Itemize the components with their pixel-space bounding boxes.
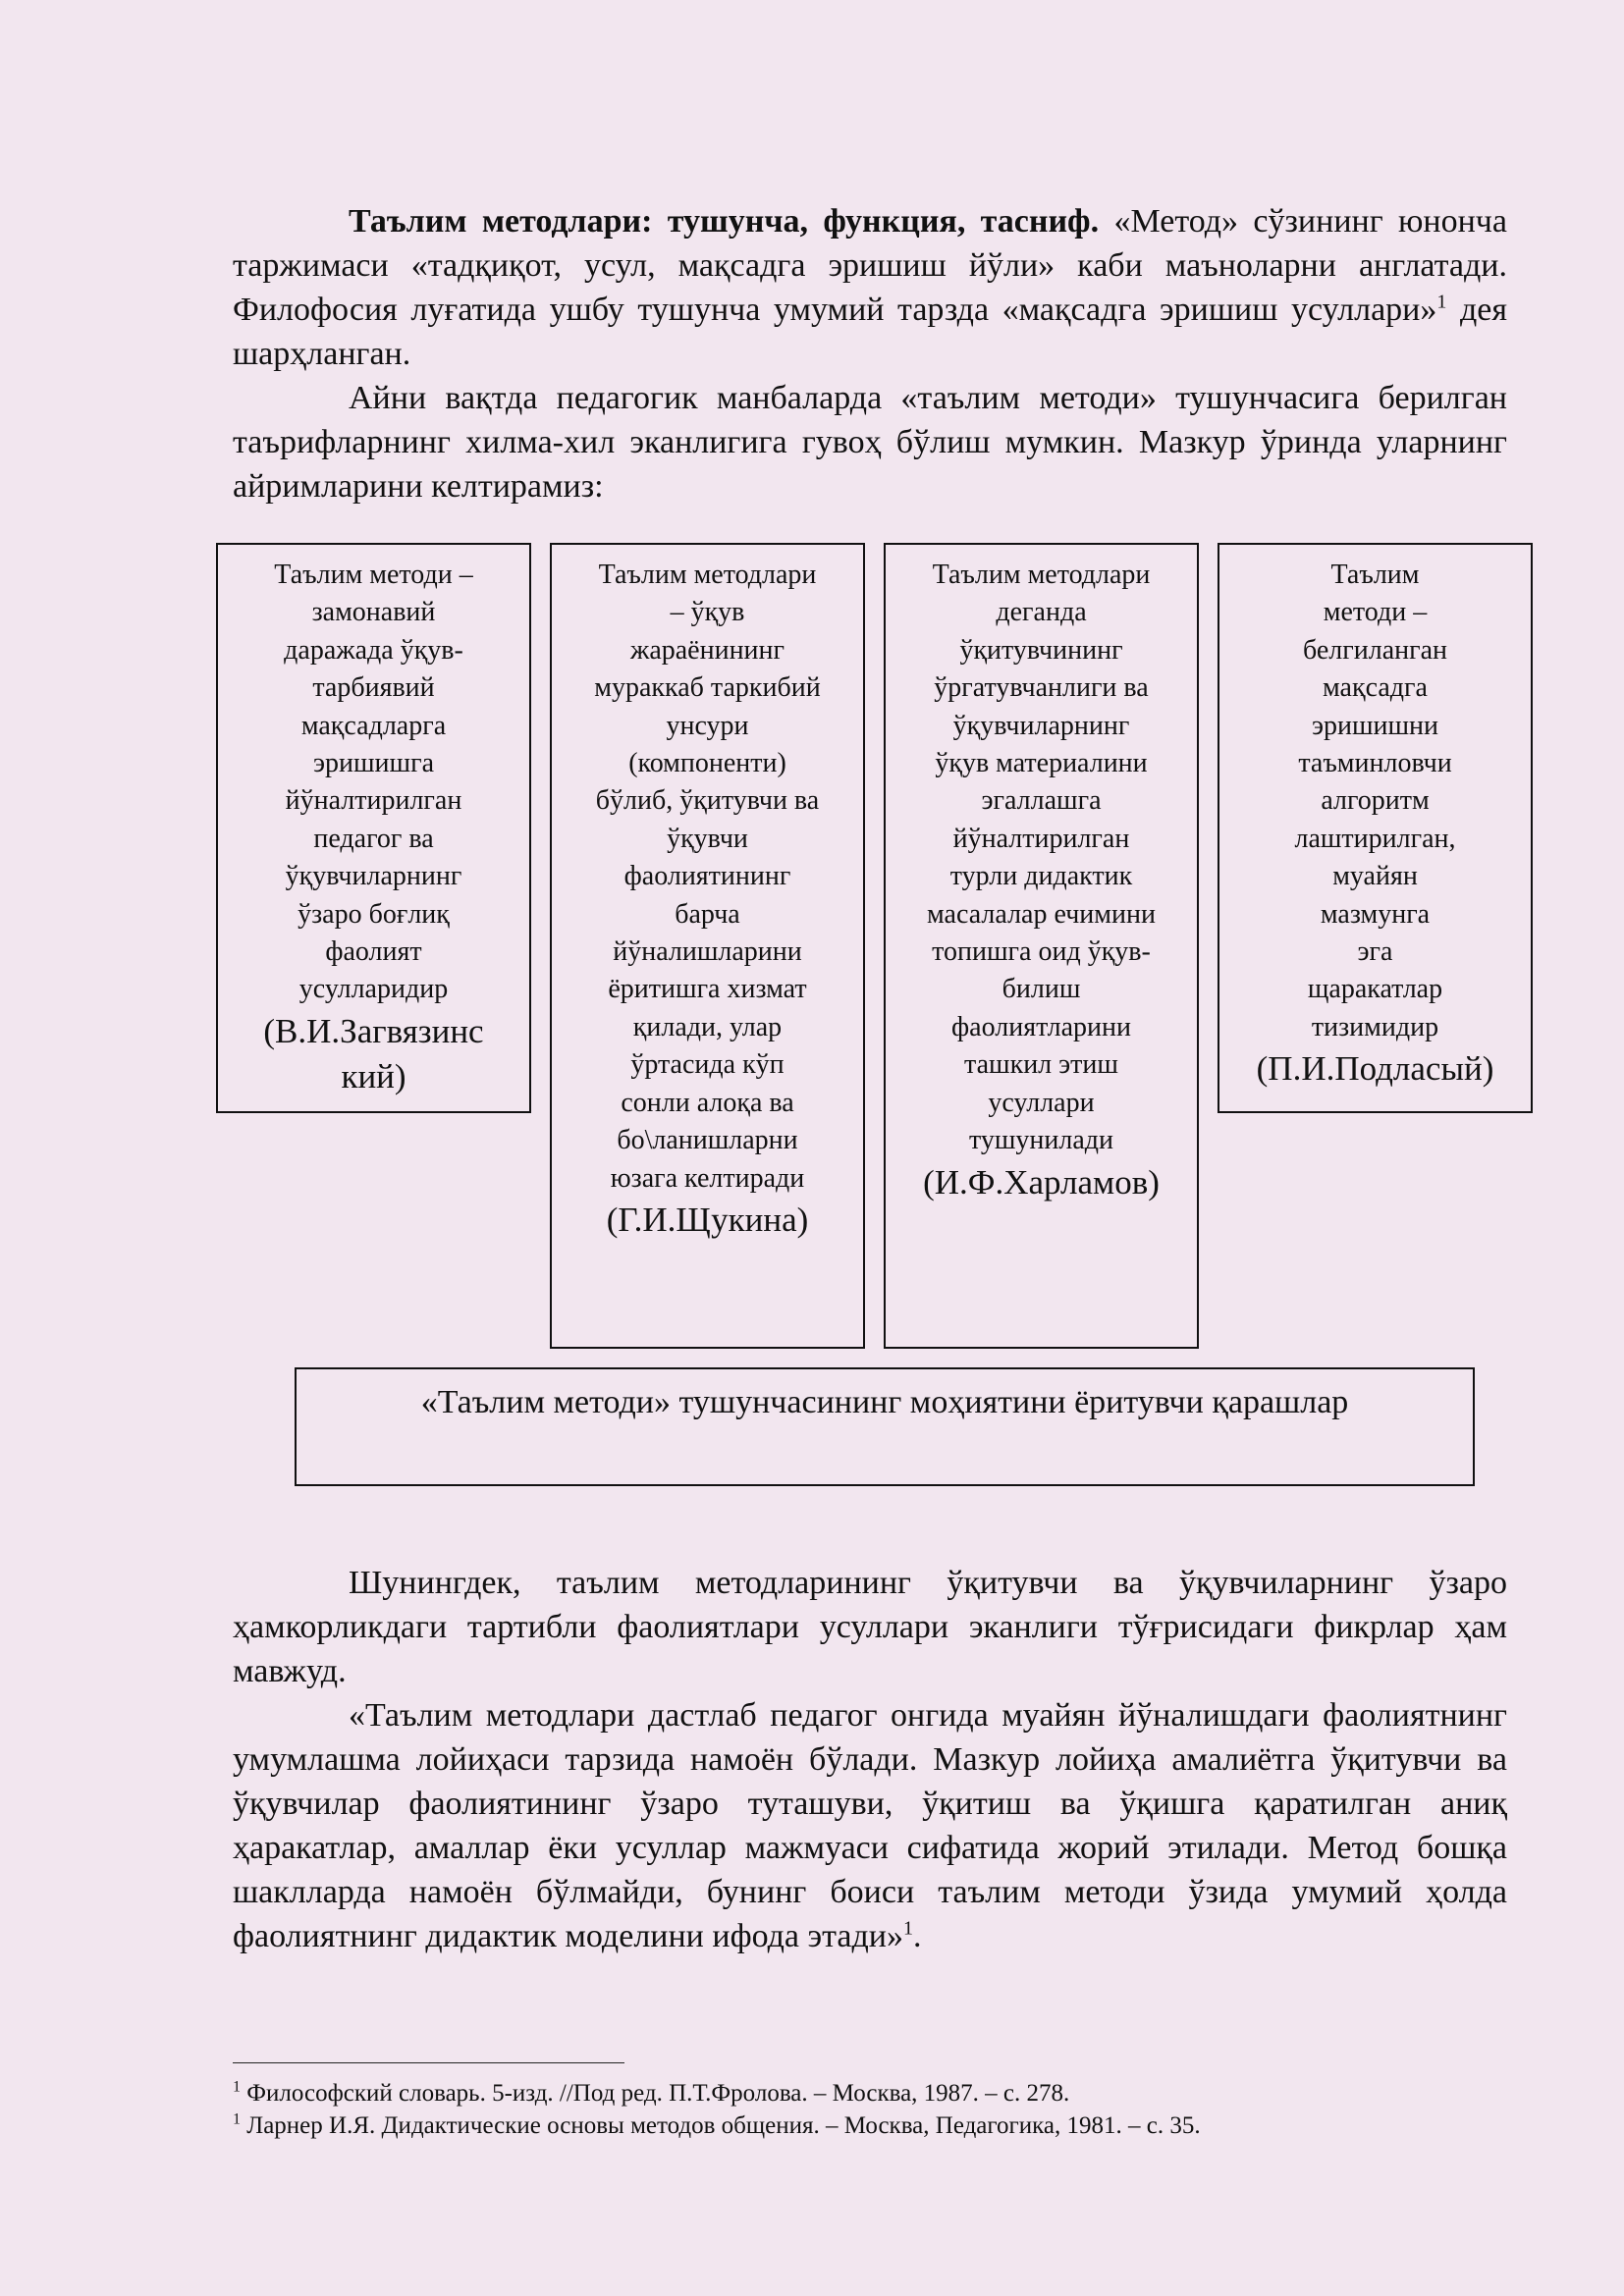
- definition-line: тизимидир: [1311, 1011, 1439, 1042]
- definition-line: ўқувчиларнинг: [952, 710, 1130, 741]
- definition-line: методи –: [1323, 597, 1428, 628]
- definition-line: ўртасида кўп: [630, 1049, 785, 1081]
- definition-line: эришишни: [1311, 710, 1439, 741]
- definition-line: Таълим методлари: [932, 560, 1151, 590]
- definition-line: ёритишга хизмат: [608, 974, 807, 1005]
- definition-line: ўзаро боғлиқ: [298, 898, 450, 930]
- definition-line: лаштирилган,: [1294, 823, 1456, 854]
- definitions-intro-paragraph: Айни вақтда педагогик манбаларда «таълим методи» тушунчасига берилган таърифларнинг хилма-хил эканлигига гувоҳ бўлиш мумкин. Мазкур ўринда уларнинг айримларини келтирамиз:: [233, 380, 1507, 505]
- definition-line: педагог ва: [313, 823, 434, 854]
- definition-line: ўқитувчининг: [959, 634, 1123, 666]
- footnote-text: Ларнер И.Я. Дидактические основы методов общения. – Москва, Педагогика, 1981. – с. 35.: [241, 2112, 1201, 2139]
- diagram-caption: «Таълим методи» тушунчасининг моҳиятини ёритувчи қарашлар: [295, 1367, 1475, 1486]
- definition-line: деганда: [996, 597, 1087, 628]
- definition-line: йўналтирилган: [952, 823, 1130, 854]
- intro-text-end: дея шарҳланган.: [233, 292, 1507, 372]
- definition-line: юзага келтиради: [610, 1162, 805, 1194]
- definition-line: ўқув материалини: [935, 748, 1148, 779]
- intro-text: «Метод» сўзининг юнонча таржимаси «тадқиқот, усул, мақсадга эришиш йўли» каби маъноларни англатади. Филофосия луғатида ушбу тушунча умумий тарзда «мақсадга эришиш усуллари»: [233, 203, 1507, 328]
- definition-line: Таълим: [1330, 560, 1420, 590]
- footnote-1: [233, 2077, 1507, 2109]
- quote-text: «Таълим методлари дастлаб педагог онгида муайян йўналишдаги фаолиятнинг умумлашма лойиҳаси тарзида намоён бўлади. Мазкур лойиҳа амалиётга ўқитувчи ва ўқувчилар фаолиятининг ўзаро туташуви, ўқитиш ва ўқишга қаратилган аниқ ҳаракатлар, амаллар ёки усуллар мажмуаси сифатида жорий этилади. Метод бошқа шаклларда намоён бўлмайди, бунинг боиси таълим методи ўзида умумий ҳолда фаолиятнинг дидактик моделини ифода этади»: [233, 1697, 1507, 1954]
- definition-line: йўналтирилган: [285, 785, 462, 817]
- definition-author: (П.И.Подласый): [1256, 1049, 1494, 1089]
- intro-paragraph: [233, 199, 1507, 376]
- definition-line: муайян: [1332, 861, 1418, 892]
- definition-line: усуллари: [988, 1087, 1095, 1118]
- definition-line: бо\ланишларни: [617, 1125, 798, 1156]
- definition-box-zagvyazinsky: [216, 543, 531, 1113]
- footnote-mark: 1: [233, 2078, 241, 2096]
- footnote-mark: 1: [233, 2110, 241, 2128]
- definition-line: топишга оид ўқув-: [932, 936, 1151, 968]
- definition-line: мураккаб таркибий: [594, 672, 821, 704]
- definition-line: таъминловчи: [1298, 748, 1452, 779]
- definition-line: унсури: [666, 710, 749, 741]
- quote-paragraph: «Таълим методлари дастлаб педагог онгида муайян йўналишдаги фаолиятнинг умумлашма лойиҳаси тарзида намоён бўлади. Мазкур лойиҳа амалиётга ўқитувчи ва ўқувчилар фаолиятининг ўзаро туташуви, ўқитиш ва ўқишга қаратилган аниқ ҳаракатлар, амаллар ёки усуллар мажмуаси сифатида жорий этилади. Метод бошқа шаклларда намоён бўлмайди, бунинг боиси таълим методи ўзида умумий ҳолда фаолиятнинг дидактик моделини ифода этади»$^1$.: [233, 1697, 1507, 1954]
- footnote-ref[interactable]: 1: [902, 1917, 913, 1940]
- definition-line: усулларидир: [298, 974, 449, 1005]
- footnote-separator: [233, 2062, 624, 2063]
- definition-line: белгиланган: [1302, 634, 1448, 666]
- definition-line: ташкил этиш: [964, 1049, 1118, 1081]
- definition-line: турли дидактик: [949, 861, 1133, 892]
- views-paragraph: Шунингдек, таълим методларининг ўқитувчи ва ўқувчиларнинг ўзаро ҳамкорликдаги тартибли фаолиятлари усуллари эканлиги тўғрисидаги фикрлар ҳам мавжуд.: [233, 1565, 1507, 1689]
- definition-box-kharlamov: [884, 543, 1199, 1349]
- definition-line: фаолиятларини: [951, 1011, 1131, 1042]
- definition-line: тарбиявий: [312, 672, 435, 704]
- definition-line: замонавий: [311, 597, 436, 628]
- footnote-ref[interactable]: 1: [1436, 291, 1447, 313]
- definition-line: масалалар ечимини: [927, 898, 1156, 930]
- definition-box-podlasy: [1218, 543, 1533, 1113]
- definition-line: ўргатувчанлиги ва: [934, 672, 1149, 704]
- definition-line: тушунилади: [968, 1125, 1114, 1156]
- definition-line: фаолиятининг: [623, 861, 791, 892]
- definition-line: эга: [1357, 936, 1393, 968]
- section-heading: Таълим методлари: тушунча, функция, тасниф.: [349, 203, 1100, 240]
- definition-author: кий): [341, 1056, 406, 1095]
- definition-author: (И.Ф.Харламов): [923, 1162, 1160, 1201]
- definition-line: билиш: [1001, 974, 1081, 1005]
- definition-line: – ўқув: [670, 597, 745, 628]
- definition-line: мақсадга: [1323, 672, 1428, 704]
- definition-line: даражада ўқув-: [284, 634, 463, 666]
- definition-line: қилади, улар: [632, 1011, 783, 1042]
- definition-line: эгаллашга: [981, 785, 1102, 817]
- definition-line: бўлиб, ўқитувчи ва: [595, 785, 820, 817]
- footnote-text: Философский словарь. 5-изд. //Под ред. П.Т.Фролова. – Москва, 1987. – с. 278.: [241, 2080, 1070, 2107]
- definition-line: ўқувчиларнинг: [285, 861, 462, 892]
- definition-line: Таълим методлари: [598, 560, 817, 590]
- definition-line: мақсадларга: [300, 710, 447, 741]
- definition-line: щаракатлар: [1307, 974, 1443, 1005]
- definition-line: йўналишларини: [613, 936, 802, 968]
- definition-author: (Г.И.Щукина): [606, 1200, 809, 1239]
- definition-line: эришишга: [312, 748, 435, 779]
- definition-line: сонли алоқа ва: [621, 1087, 794, 1118]
- definition-author: (В.И.Загвязинс: [263, 1011, 484, 1050]
- definition-line: барча: [675, 898, 740, 930]
- definition-box-shchukina: [550, 543, 865, 1349]
- definition-line: (компоненти): [628, 748, 786, 779]
- footnote-2: [233, 2109, 1507, 2142]
- definition-line: мазмунга: [1320, 898, 1431, 930]
- definition-line: фаолият: [325, 936, 422, 968]
- definition-line: алгоритм: [1321, 785, 1430, 817]
- definition-line: ўқувчи: [667, 823, 748, 854]
- definition-line: жараёнининг: [629, 634, 785, 666]
- definition-line: Таълим методи –: [274, 560, 473, 590]
